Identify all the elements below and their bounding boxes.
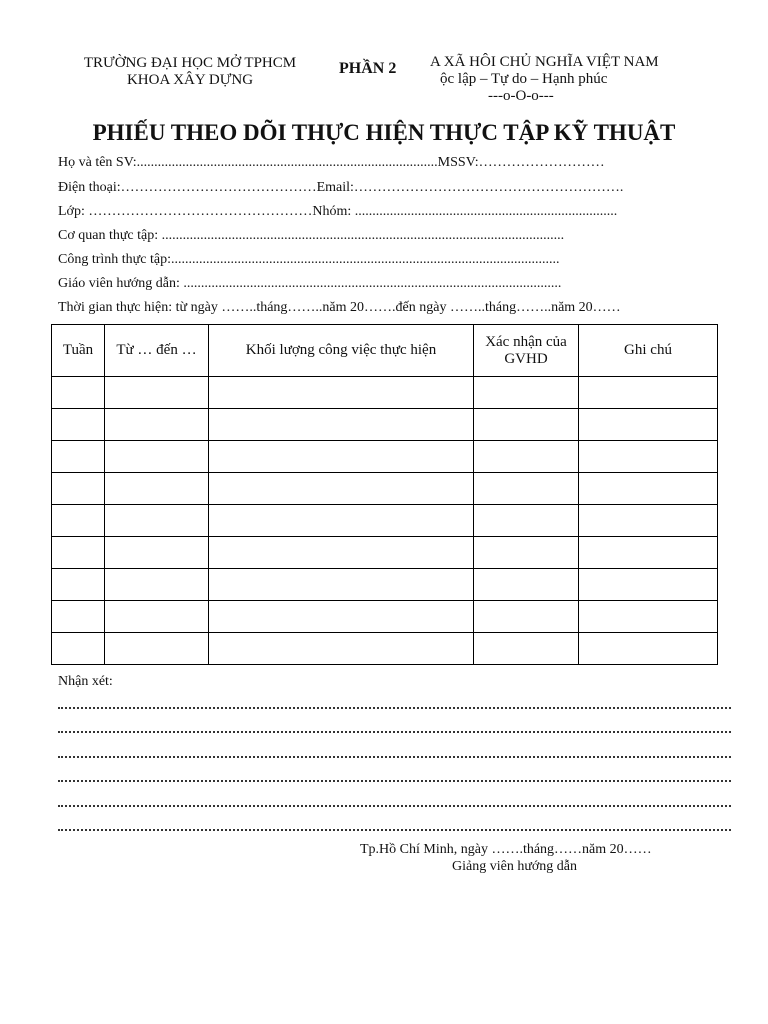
remark-line[interactable] — [58, 827, 731, 831]
table-cell[interactable] — [52, 473, 105, 505]
table-cell[interactable] — [579, 505, 718, 537]
col-advisor-confirm — [474, 325, 579, 377]
table-row — [52, 409, 718, 441]
table-cell[interactable] — [209, 441, 474, 473]
table-cell[interactable] — [52, 505, 105, 537]
col-from-to: Từ … đến … — [105, 325, 209, 377]
col-week: Tuần — [52, 325, 105, 377]
table-cell[interactable] — [474, 633, 579, 665]
signer-title: Giảng viên hướng dẫn — [452, 859, 578, 874]
table-cell[interactable] — [579, 377, 718, 409]
table-header-row — [52, 325, 718, 377]
school-name — [70, 55, 310, 89]
table-cell[interactable] — [52, 377, 105, 409]
field-time-period: Thời gian thực hiện: từ ngày ……..tháng……..năm 20…….đến ngày ……..tháng……..năm 20…… — [58, 300, 621, 315]
nation-line-2: ộc lập – Tự do – Hạnh phúc — [440, 71, 608, 87]
field-advisor: Giáo viên hướng dẫn: ............................................................................................................ — [58, 276, 562, 291]
national-motto — [430, 54, 659, 105]
table-cell[interactable] — [474, 569, 579, 601]
table-cell[interactable] — [52, 601, 105, 633]
table-cell[interactable] — [579, 441, 718, 473]
table-cell[interactable] — [52, 409, 105, 441]
table-row — [52, 537, 718, 569]
progress-table — [51, 324, 718, 665]
table-cell[interactable] — [579, 473, 718, 505]
table-cell[interactable] — [52, 537, 105, 569]
table-row — [52, 569, 718, 601]
table-cell[interactable] — [52, 569, 105, 601]
table-cell[interactable] — [474, 473, 579, 505]
table-row — [52, 441, 718, 473]
field-organization: Cơ quan thực tập: ................................................................................................................... — [58, 228, 565, 243]
remark-line[interactable] — [58, 803, 731, 807]
table-cell[interactable] — [105, 473, 209, 505]
table-row — [52, 601, 718, 633]
table-cell[interactable] — [52, 633, 105, 665]
table-cell[interactable] — [105, 537, 209, 569]
table-cell[interactable] — [209, 377, 474, 409]
table-row — [52, 505, 718, 537]
field-project: Công trình thực tập:............................................................................................................... — [58, 252, 560, 267]
field-phone-email: Điện thoại:……………………………………Email:…………………………………………………. — [58, 180, 624, 195]
table-cell[interactable] — [209, 537, 474, 569]
table-cell[interactable] — [105, 569, 209, 601]
part-label: PHẦN 2 — [339, 60, 397, 77]
table-cell[interactable] — [209, 505, 474, 537]
col-notes: Ghi chú — [579, 325, 718, 377]
table-cell[interactable] — [105, 505, 209, 537]
table-body — [52, 377, 718, 665]
table-cell[interactable] — [105, 601, 209, 633]
table-cell[interactable] — [209, 633, 474, 665]
table-cell[interactable] — [579, 633, 718, 665]
remark-line[interactable] — [58, 705, 731, 709]
table-cell[interactable] — [474, 537, 579, 569]
nation-line-1: A XÃ HÔI CHỦ NGHĨA VIỆT NAM — [430, 54, 659, 70]
table-row — [52, 473, 718, 505]
table-cell[interactable] — [579, 601, 718, 633]
table-row — [52, 377, 718, 409]
nation-line-3: ---o-O-o--- — [488, 88, 554, 104]
table-cell[interactable] — [209, 569, 474, 601]
field-class-group: Lớp: …………………………………………Nhóm: ........................................................................... — [58, 204, 618, 219]
table-cell[interactable] — [474, 377, 579, 409]
table-cell[interactable] — [52, 441, 105, 473]
table-cell[interactable] — [209, 409, 474, 441]
table-cell[interactable] — [474, 409, 579, 441]
col-workload: Khối lượng công việc thực hiện — [209, 325, 474, 377]
table-cell[interactable] — [105, 409, 209, 441]
table-cell[interactable] — [105, 441, 209, 473]
table-row — [52, 633, 718, 665]
remark-line[interactable] — [58, 754, 731, 758]
page-title: PHIẾU THEO DÕI THỰC HIỆN THỰC TẬP KỸ THUẬT — [92, 120, 676, 145]
table-cell[interactable] — [474, 601, 579, 633]
table-cell[interactable] — [105, 377, 209, 409]
col-advisor-confirm-label: Xác nhận của GVHD — [485, 333, 567, 367]
table-cell[interactable] — [579, 409, 718, 441]
place-date: Tp.Hồ Chí Minh, ngày …….tháng……năm 20…… — [360, 842, 652, 857]
table-cell[interactable] — [474, 505, 579, 537]
table-cell[interactable] — [474, 441, 579, 473]
remark-line[interactable] — [58, 729, 731, 733]
school-line-1: TRƯỜNG ĐẠI HỌC MỞ TPHCM — [83, 55, 297, 71]
faculty-line: KHOA XÂY DỰNG — [126, 72, 254, 88]
field-student-name: Họ và tên SV:......................................................................................MSSV:……………………… — [58, 155, 605, 170]
table-cell[interactable] — [579, 537, 718, 569]
table-cell[interactable] — [209, 473, 474, 505]
table-cell[interactable] — [209, 601, 474, 633]
remark-line[interactable] — [58, 778, 731, 782]
table-cell[interactable] — [105, 633, 209, 665]
table-cell[interactable] — [579, 569, 718, 601]
remarks-label: Nhận xét: — [58, 674, 113, 689]
